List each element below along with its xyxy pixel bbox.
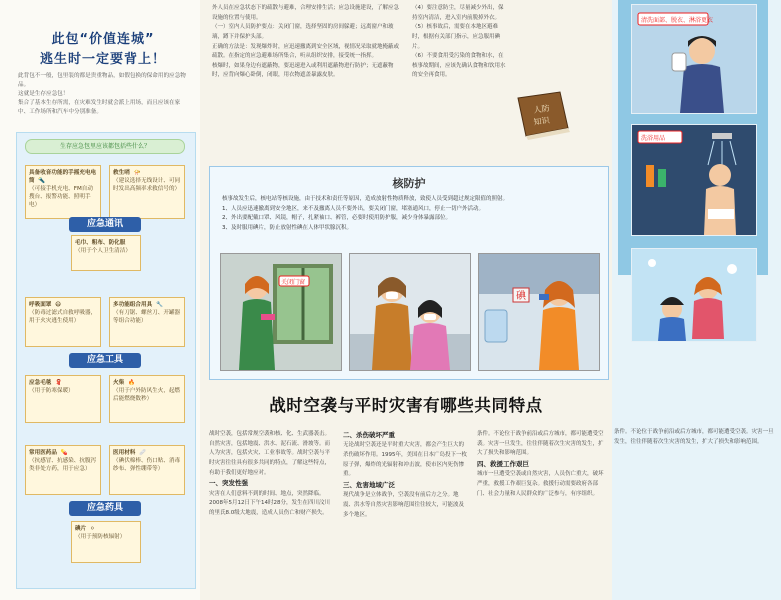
matches-icon: 🔥 — [127, 380, 135, 386]
kit-item-matches — [109, 375, 185, 423]
kit-item-note: （有刀锯、螺丝刀、开罐器等组合功能） — [113, 310, 181, 325]
mask-icon: 😷 — [55, 302, 62, 308]
kit-item-note: （用于预防核辐射） — [75, 534, 126, 541]
nuclear-protection-box — [209, 166, 609, 380]
section-heading-communication: 应急通讯 — [69, 217, 141, 232]
whistle-icon: 📯 — [133, 170, 141, 176]
nuclear-protection-title: 核防护 — [392, 177, 426, 190]
kit-item-whistle — [109, 165, 185, 219]
mid-paragraph: （一）室内人员防护要点：关闭门窗，选择坚固的房间躲避；远离窗户和玻璃，蹲下并保护头部。 — [212, 24, 394, 40]
kit-item-name: 应急毛毯 — [29, 380, 52, 386]
kit-item-multitool — [109, 297, 185, 347]
article-subheading: 一、突发性强 — [209, 479, 248, 488]
mid-paragraph: 核爆时，如果身边有遮蔽物，要迅速进入或利用遮蔽物进行防护；无遮蔽物时，应背向爆心卧倒，闭眼，用衣物遮盖暴露皮肤。 — [212, 62, 394, 79]
kit-item-note: （防毒过滤式自救呼吸器，用于火灾逃生使用） — [29, 310, 97, 325]
article-paragraph: 灾害在人们意料不到的时间、地点，突然降临。2008年5月12日下午14时28分，发生在四川汶川的里氏8.0级大地震，造成人员伤亡和财产损失。 — [209, 490, 330, 516]
section-heading-tools: 应急工具 — [69, 353, 141, 368]
left-intro — [18, 72, 188, 117]
left-intro-p3: 集合了基本生存所需，在灾难发生时就会派上用场，而且应该在家中、工作场所和汽车中分别准备。 — [18, 99, 181, 115]
article-subheading: 三、危害地域广泛 — [343, 480, 395, 489]
nuke-point: 3、及时服用碘片，防止放射性碘在人体甲状腺沉积。 — [222, 224, 353, 231]
kit-item-name: 救生哨 — [113, 170, 130, 176]
svg-text:知识: 知识 — [533, 115, 551, 127]
kit-item-iodine — [71, 521, 141, 563]
right-text: 条件。不论位于战争前沿或后方城市，都可能遭受空袭。灾害一旦发生，往往伴随着次生灾害的发生，扩大了损失和影响范围。 — [614, 429, 774, 445]
article-headline: 战时空袭与平时灾害有哪些共同特点 — [269, 396, 543, 415]
article-paragraph: 现代战争是立体战争，空袭没有前后方之分。地震、洪水等自然灾害影响范围往往较大，可能波及多个地区。 — [343, 492, 465, 518]
nuke-body: 核事故发生后，核电站等核设施，由于技术和责任等原因，造成放射性物质释放，致使人员受到超过规定限值的照射。 — [222, 196, 509, 202]
kit-item-name: 多功能组合用具 — [113, 302, 153, 308]
nuke-point: 1、人员应迅速撤离到安全地区，来不及撤离人员不要外出，要关闭门窗，堵塞通风口，停止一切户外活动。 — [222, 205, 485, 212]
left-title — [18, 30, 188, 70]
multitool-icon: 🔧 — [155, 302, 163, 308]
illustration-wash-face — [631, 4, 757, 114]
left-intro-p2: 这就是生存应急包！ — [18, 90, 69, 97]
svg-text:碘: 碘 — [516, 291, 526, 302]
article-subheading: 二、杀伤破坏严重 — [343, 431, 395, 439]
svg-text:关闭门窗: 关闭门窗 — [281, 279, 306, 286]
kit-item-mask — [25, 297, 101, 347]
nuclear-protection-text — [222, 195, 596, 234]
kit-item-note: （建议选择无线设计、可同时发出高频率求救信号的） — [113, 178, 181, 193]
article-subheading: 四、救援工作艰巨 — [477, 459, 529, 468]
article-paragraph: 战时空袭，包括常规空袭和核、化、生武器袭击。自然灾害，包括地震、洪水、泥石流、滑坡等。而人为灾害，包括火灾、工业事故等。战时空袭与平时灾害往往具有很多共同的特点，了解这些特点，有助于我们更好地应对。 — [209, 431, 331, 476]
kit-item-medical-supplies — [109, 445, 185, 495]
bandage-icon: 🩹 — [139, 450, 147, 456]
kit-item-towel — [71, 235, 141, 271]
illustration-shower — [631, 124, 757, 236]
mid-paragraph: （4）要注意防尘，尽量减少外出，保持室内清洁，进入室内前脱掉外衣。 — [412, 5, 504, 21]
kit-item-blanket — [25, 375, 101, 423]
left-title-line1: 此包“价值连城” — [51, 32, 155, 47]
kit-item-name: 具备收音功能的手摇充电电筒 — [29, 170, 97, 185]
article-column-3 — [477, 430, 607, 499]
svg-text:清洗面部、脱衣、淋浴更衣: 清洗面部、脱衣、淋浴更衣 — [641, 17, 714, 24]
left-title-line2: 逃生时一定要背上！ — [39, 52, 166, 68]
kit-item-name: 常用医药品 — [29, 450, 57, 456]
kit-item-note: （碘伏棉棒、伤口贴、消毒纱布、弹性绷带等） — [113, 458, 181, 473]
illustration-close-window — [220, 253, 342, 371]
article-paragraph: 城市一旦遭受空袭或自然灾害，人员伤亡重大，破坏严重，救援工作艰巨复杂。救援行动需要政府各部门、社会力量和人民群众的广泛参与，有序组织。 — [477, 471, 604, 497]
kit-item-flashlight — [25, 165, 101, 219]
article-column-1 — [209, 430, 335, 518]
pill-icon: 💊 — [60, 450, 68, 456]
blanket-icon: 🧣 — [55, 380, 63, 386]
svg-text:洗浴用品: 洗浴用品 — [641, 135, 666, 142]
kit-item-note: （可接手机充电、FM自动搜台、报警功能、照明手电） — [29, 186, 93, 209]
kit-item-name: 毛巾、粗布、防化服 — [75, 240, 126, 246]
kit-item-note: （抗感冒、抗感染、抗腹泻类非处方药，用于应急） — [29, 458, 97, 473]
emergency-kit-panel — [16, 132, 196, 589]
kit-item-name: 呼吸面罩 — [29, 302, 52, 308]
tablet-icon: ⚪ — [89, 526, 95, 532]
svg-text:人防: 人防 — [533, 103, 551, 115]
kit-item-note: （用于个人卫生清洁） — [75, 248, 131, 255]
mid-paragraph: （6）不要食用受污染的食物和水，在核事故期间，应该先确认食物和饮用水的安全再食用。 — [412, 53, 506, 79]
nuke-point: 2、外出要配戴口罩、风镜，帽子，扎紧袖口、裤管，必要时使用防护服，减少身体暴露部位。 — [222, 215, 452, 222]
article-paragraph: 无论战时空袭还是平时重大灾害，都会产生巨大的杀伤破坏作用。1995年，美国在日本广岛投下一枚原子弹，爆炸的光辐射和冲击波，使市区内死伤惨重。 — [343, 442, 467, 478]
kit-item-name: 碘片 — [75, 526, 87, 532]
flashlight-icon: 🔦 — [38, 178, 46, 185]
article-paragraph: 条件。不论位于战争前沿或后方城市，都可能遭受空袭。灾害一旦发生，往往伴随着次生灾害的发生，扩大了损失和影响范围。 — [477, 431, 604, 457]
kit-item-name: 医用材料 — [113, 450, 136, 456]
mid-paragraph: 正确的方法是：发现爆炸时，应迅速撤离到安全区域，视情况采取就地掩蔽或疏散。在指定的应急避难场所集合，听从组织安排，接受统一指挥。 — [212, 43, 400, 60]
illustration-children — [631, 248, 757, 342]
left-intro-p1: 此背包不一般，包里装的都是贵重物品，如假包换的保命用的应急物品。 — [18, 73, 186, 88]
illustration-take-iodine — [478, 253, 600, 371]
mid-paragraph: 外人员在应急状态下的疏散与避难，合理安排生活；应急设施建设，了解应急设施的位置与使用。 — [212, 5, 400, 21]
kit-item-name: 火柴 — [113, 380, 125, 386]
kit-item-medicine — [25, 445, 101, 495]
kit-banner: 生存应急包里应该都包括些什么？ — [25, 139, 185, 154]
kit-item-note: （用于防寒保暖） — [29, 388, 74, 395]
kit-item-note: （用于户外防风生火，起燃后能燃烧数秒） — [113, 388, 181, 403]
mid-top-right-text — [412, 4, 508, 81]
civil-defense-book-icon — [510, 88, 576, 142]
illustration-wear-mask — [349, 253, 471, 371]
mid-top-left-text — [212, 4, 402, 81]
mid-paragraph: （5）核事故后，需要在本地区避难时，根据有关部门指示，应急服用碘片。 — [412, 24, 501, 50]
article-column-2 — [343, 430, 469, 520]
section-heading-medical: 应急药具 — [69, 501, 141, 516]
